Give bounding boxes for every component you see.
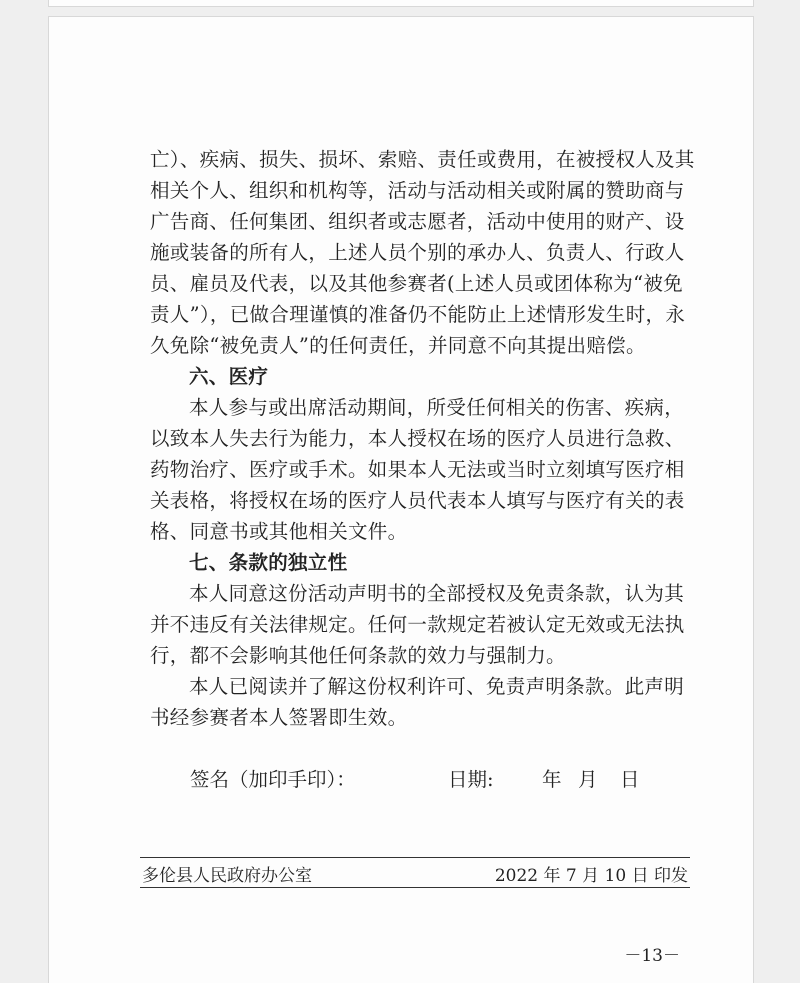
body-line: 施或装备的所有人，上述人员个别的承办人、负责人、行政人 — [150, 241, 685, 264]
body-line: 药物治疗、医疗或手术。如果本人无法或当时立刻填写医疗相 — [150, 458, 685, 481]
body-line: 广告商、任何集团、组织者或志愿者，活动中使用的财产、设 — [150, 210, 685, 233]
month-label: 月 — [578, 768, 598, 791]
document-body — [150, 144, 695, 733]
section-heading-medical: 六、医疗 — [189, 365, 269, 388]
signature-label: 签名（加印手印）： — [190, 768, 356, 791]
body-line: 员、雇员及代表，以及其他参赛者(上述人员或团体称为“被免 — [150, 272, 683, 295]
body-line: 相关个人、组织和机构等，活动与活动相关或附属的赞助商与 — [150, 179, 685, 202]
body-line: 并不违反有关法律规定。任何一款规定若被认定无效或无法执 — [150, 613, 685, 636]
body-line: 本人已阅读并了解这份权利许可、免责声明条款。此声明 — [189, 675, 685, 698]
body-line: 关表格，将授权在场的医疗人员代表本人填写与医疗有关的表 — [150, 489, 685, 512]
previous-page-edge — [48, 0, 754, 7]
signature-row — [190, 764, 650, 795]
date-label: 日期: — [448, 768, 494, 791]
body-line: 责人”），已做合理谨慎的准备仍不能防止上述情形发生时，永 — [150, 303, 686, 326]
body-line: 书经参赛者本人签署即生效。 — [150, 706, 408, 729]
body-line: 本人参与或出席活动期间，所受任何相关的伤害、疾病， — [189, 396, 685, 419]
body-line: 久免除“被免责人”的任何责任，并同意不向其提出赔偿。 — [150, 334, 646, 357]
footer-rule-top — [140, 857, 690, 858]
footer-issue-date: 2022 年 7 月 10 日 印发 — [494, 866, 688, 886]
body-line: 行，都不会影响其他任何条款的效力与强制力。 — [150, 644, 566, 667]
footer-rule-bottom — [140, 887, 690, 888]
body-line: 格、同意书或其他相关文件。 — [150, 520, 408, 543]
body-line: 本人同意这份活动声明书的全部授权及免责条款，认为其 — [189, 582, 685, 605]
day-label: 日 — [620, 768, 640, 791]
year-label: 年 — [542, 768, 562, 791]
section-heading-severability: 七、条款的独立性 — [189, 551, 348, 574]
body-line: 以致本人失去行为能力，本人授权在场的医疗人员进行急救、 — [150, 427, 685, 450]
body-line: 亡）、疾病、损失、损坏、索赔、责任或费用，在被授权人及其 — [150, 148, 695, 171]
page-number: －13－ — [624, 946, 680, 966]
footer-issuer: 多伦县人民政府办公室 — [142, 866, 312, 886]
